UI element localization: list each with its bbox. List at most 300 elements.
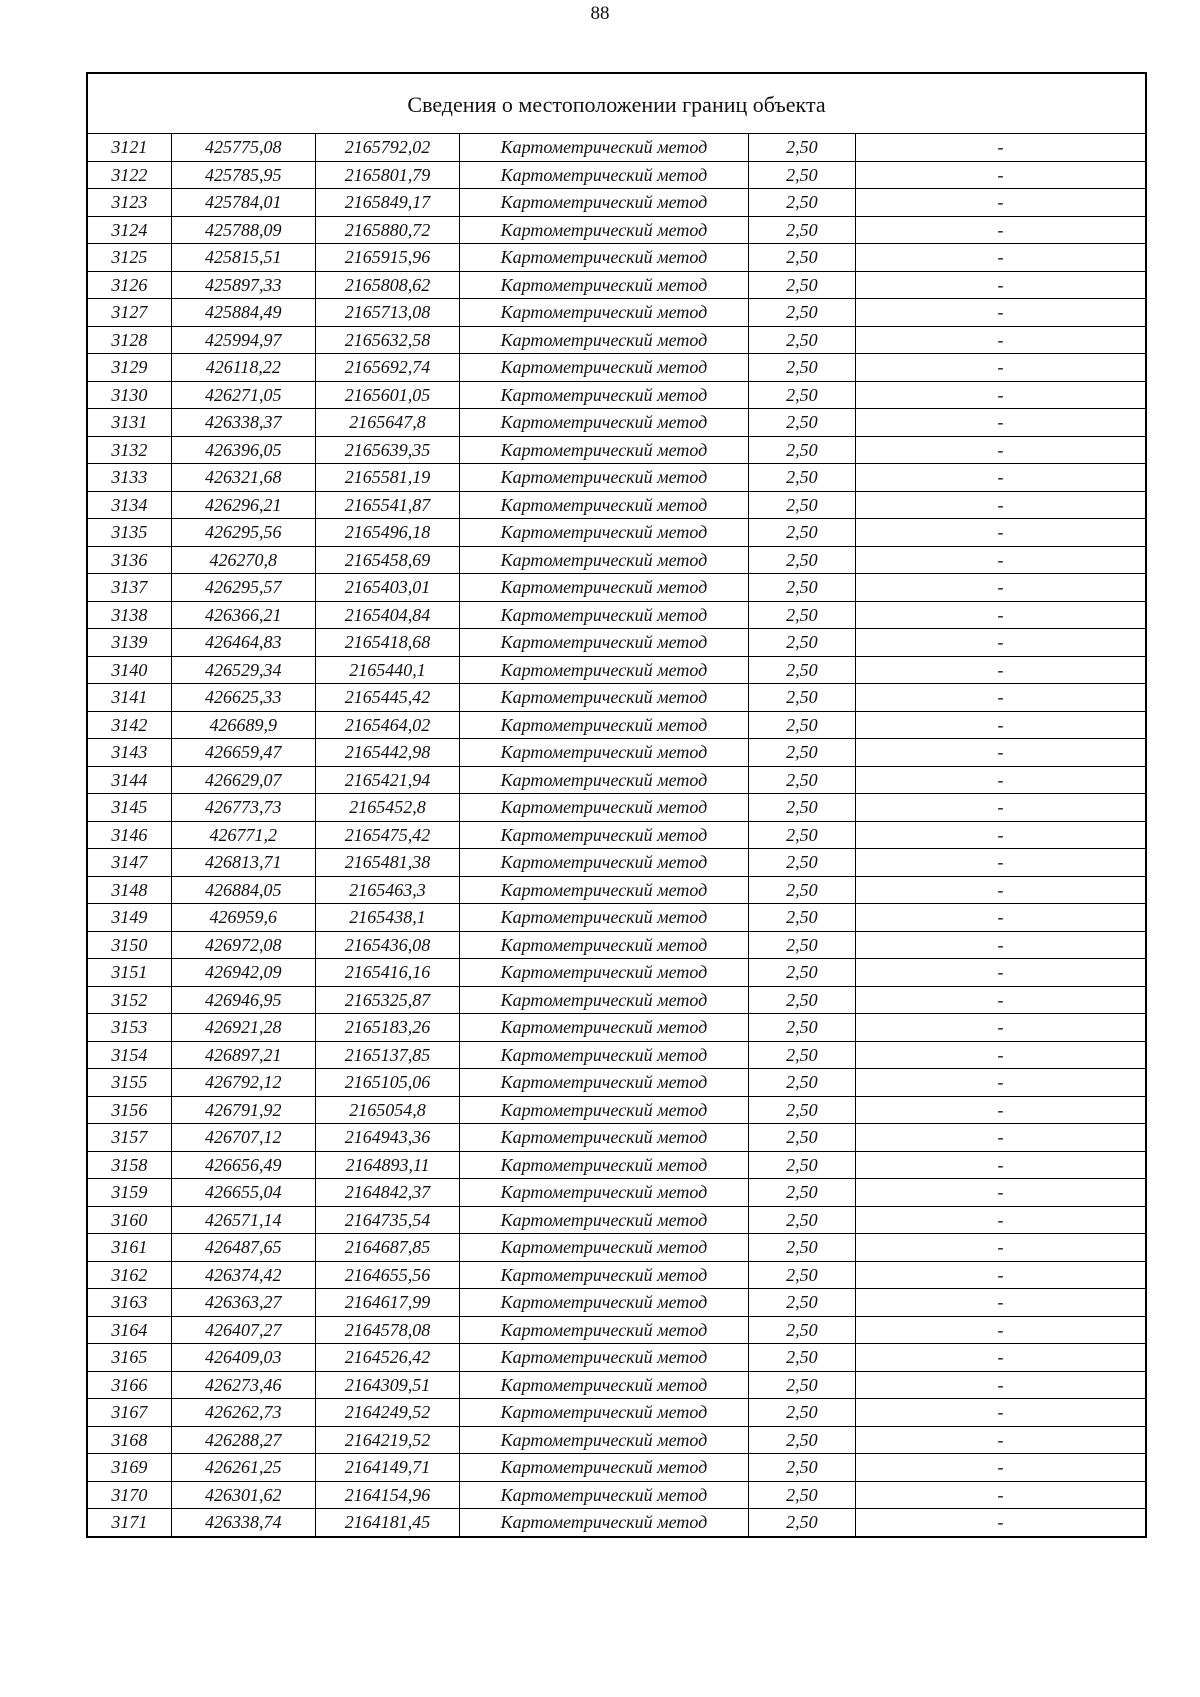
point-number-cell: 3127	[87, 299, 171, 327]
method-cell: Картометрический метод	[460, 1234, 749, 1262]
accuracy-cell: 2,50	[748, 1481, 855, 1509]
point-number-cell: 3168	[87, 1426, 171, 1454]
description-cell: -	[855, 1206, 1146, 1234]
point-number-cell: 3137	[87, 574, 171, 602]
point-number-cell: 3152	[87, 986, 171, 1014]
point-number-cell: 3141	[87, 684, 171, 712]
point-number-cell: 3157	[87, 1124, 171, 1152]
description-cell: -	[855, 1481, 1146, 1509]
x-coordinate-cell: 426321,68	[171, 464, 315, 492]
method-cell: Картометрический метод	[460, 409, 749, 437]
table-row	[87, 1289, 1146, 1317]
y-coordinate-cell: 2164249,52	[315, 1399, 459, 1427]
x-coordinate-cell: 425897,33	[171, 271, 315, 299]
method-cell: Картометрический метод	[460, 491, 749, 519]
point-number-cell: 3128	[87, 326, 171, 354]
table-row	[87, 876, 1146, 904]
x-coordinate-cell: 425785,95	[171, 161, 315, 189]
table-row	[87, 574, 1146, 602]
y-coordinate-cell: 2165404,84	[315, 601, 459, 629]
description-cell: -	[855, 1509, 1146, 1537]
y-coordinate-cell: 2165801,79	[315, 161, 459, 189]
description-cell: -	[855, 1124, 1146, 1152]
method-cell: Картометрический метод	[460, 134, 749, 162]
description-cell: -	[855, 821, 1146, 849]
y-coordinate-cell: 2164578,08	[315, 1316, 459, 1344]
point-number-cell: 3129	[87, 354, 171, 382]
accuracy-cell: 2,50	[748, 354, 855, 382]
accuracy-cell: 2,50	[748, 1399, 855, 1427]
description-cell: -	[855, 1454, 1146, 1482]
description-cell: -	[855, 904, 1146, 932]
accuracy-cell: 2,50	[748, 161, 855, 189]
accuracy-cell: 2,50	[748, 1206, 855, 1234]
method-cell: Картометрический метод	[460, 794, 749, 822]
x-coordinate-cell: 426288,27	[171, 1426, 315, 1454]
y-coordinate-cell: 2165849,17	[315, 189, 459, 217]
x-coordinate-cell: 425884,49	[171, 299, 315, 327]
y-coordinate-cell: 2165464,02	[315, 711, 459, 739]
x-coordinate-cell: 426625,33	[171, 684, 315, 712]
y-coordinate-cell: 2164181,45	[315, 1509, 459, 1537]
table-row	[87, 491, 1146, 519]
description-cell: -	[855, 134, 1146, 162]
y-coordinate-cell: 2164893,11	[315, 1151, 459, 1179]
description-cell: -	[855, 161, 1146, 189]
table-row	[87, 1371, 1146, 1399]
description-cell: -	[855, 216, 1146, 244]
table-row	[87, 1344, 1146, 1372]
accuracy-cell: 2,50	[748, 381, 855, 409]
x-coordinate-cell: 426464,83	[171, 629, 315, 657]
method-cell: Картометрический метод	[460, 1069, 749, 1097]
y-coordinate-cell: 2165452,8	[315, 794, 459, 822]
accuracy-cell: 2,50	[748, 1041, 855, 1069]
x-coordinate-cell: 425784,01	[171, 189, 315, 217]
x-coordinate-cell: 426271,05	[171, 381, 315, 409]
point-number-cell: 3160	[87, 1206, 171, 1234]
x-coordinate-cell: 426295,57	[171, 574, 315, 602]
description-cell: -	[855, 1096, 1146, 1124]
description-cell: -	[855, 354, 1146, 382]
method-cell: Картометрический метод	[460, 904, 749, 932]
method-cell: Картометрический метод	[460, 519, 749, 547]
x-coordinate-cell: 426792,12	[171, 1069, 315, 1097]
description-cell: -	[855, 1179, 1146, 1207]
accuracy-cell: 2,50	[748, 216, 855, 244]
y-coordinate-cell: 2164735,54	[315, 1206, 459, 1234]
description-cell: -	[855, 1289, 1146, 1317]
y-coordinate-cell: 2165421,94	[315, 766, 459, 794]
x-coordinate-cell: 426407,27	[171, 1316, 315, 1344]
description-cell: -	[855, 1426, 1146, 1454]
point-number-cell: 3151	[87, 959, 171, 987]
y-coordinate-cell: 2165475,42	[315, 821, 459, 849]
method-cell: Картометрический метод	[460, 244, 749, 272]
method-cell: Картометрический метод	[460, 464, 749, 492]
description-cell: -	[855, 601, 1146, 629]
accuracy-cell: 2,50	[748, 629, 855, 657]
y-coordinate-cell: 2165632,58	[315, 326, 459, 354]
description-cell: -	[855, 244, 1146, 272]
point-number-cell: 3134	[87, 491, 171, 519]
method-cell: Картометрический метод	[460, 326, 749, 354]
x-coordinate-cell: 426972,08	[171, 931, 315, 959]
accuracy-cell: 2,50	[748, 244, 855, 272]
x-coordinate-cell: 426409,03	[171, 1344, 315, 1372]
accuracy-cell: 2,50	[748, 876, 855, 904]
description-cell: -	[855, 684, 1146, 712]
table-row	[87, 656, 1146, 684]
description-cell: -	[855, 1069, 1146, 1097]
x-coordinate-cell: 425775,08	[171, 134, 315, 162]
y-coordinate-cell: 2165581,19	[315, 464, 459, 492]
y-coordinate-cell: 2164526,42	[315, 1344, 459, 1372]
table-row	[87, 161, 1146, 189]
table-row	[87, 546, 1146, 574]
table-row	[87, 1206, 1146, 1234]
table-row	[87, 381, 1146, 409]
method-cell: Картометрический метод	[460, 1261, 749, 1289]
method-cell: Картометрический метод	[460, 1481, 749, 1509]
x-coordinate-cell: 426689,9	[171, 711, 315, 739]
table-row	[87, 244, 1146, 272]
y-coordinate-cell: 2164219,52	[315, 1426, 459, 1454]
point-number-cell: 3171	[87, 1509, 171, 1537]
table-row	[87, 1124, 1146, 1152]
description-cell: -	[855, 409, 1146, 437]
point-number-cell: 3148	[87, 876, 171, 904]
table-row	[87, 739, 1146, 767]
point-number-cell: 3170	[87, 1481, 171, 1509]
y-coordinate-cell: 2165463,3	[315, 876, 459, 904]
accuracy-cell: 2,50	[748, 1316, 855, 1344]
table-row	[87, 1069, 1146, 1097]
accuracy-cell: 2,50	[748, 684, 855, 712]
y-coordinate-cell: 2165496,18	[315, 519, 459, 547]
x-coordinate-cell: 426656,49	[171, 1151, 315, 1179]
accuracy-cell: 2,50	[748, 904, 855, 932]
x-coordinate-cell: 426295,56	[171, 519, 315, 547]
method-cell: Картометрический метод	[460, 656, 749, 684]
point-number-cell: 3150	[87, 931, 171, 959]
table-row	[87, 1454, 1146, 1482]
y-coordinate-cell: 2165601,05	[315, 381, 459, 409]
table-row	[87, 1426, 1146, 1454]
x-coordinate-cell: 426707,12	[171, 1124, 315, 1152]
y-coordinate-cell: 2164655,56	[315, 1261, 459, 1289]
y-coordinate-cell: 2165692,74	[315, 354, 459, 382]
accuracy-cell: 2,50	[748, 1151, 855, 1179]
description-cell: -	[855, 1014, 1146, 1042]
point-number-cell: 3156	[87, 1096, 171, 1124]
point-number-cell: 3149	[87, 904, 171, 932]
y-coordinate-cell: 2165054,8	[315, 1096, 459, 1124]
y-coordinate-cell: 2165445,42	[315, 684, 459, 712]
accuracy-cell: 2,50	[748, 464, 855, 492]
method-cell: Картометрический метод	[460, 271, 749, 299]
accuracy-cell: 2,50	[748, 1371, 855, 1399]
accuracy-cell: 2,50	[748, 1234, 855, 1262]
method-cell: Картометрический метод	[460, 299, 749, 327]
description-cell: -	[855, 1371, 1146, 1399]
y-coordinate-cell: 2165647,8	[315, 409, 459, 437]
accuracy-cell: 2,50	[748, 1426, 855, 1454]
table-body	[87, 134, 1146, 1537]
method-cell: Картометрический метод	[460, 1454, 749, 1482]
accuracy-cell: 2,50	[748, 1454, 855, 1482]
method-cell: Картометрический метод	[460, 849, 749, 877]
x-coordinate-cell: 426897,21	[171, 1041, 315, 1069]
x-coordinate-cell: 425815,51	[171, 244, 315, 272]
point-number-cell: 3142	[87, 711, 171, 739]
method-cell: Картометрический метод	[460, 821, 749, 849]
table-row	[87, 1014, 1146, 1042]
y-coordinate-cell: 2164842,37	[315, 1179, 459, 1207]
accuracy-cell: 2,50	[748, 959, 855, 987]
table-row	[87, 601, 1146, 629]
point-number-cell: 3144	[87, 766, 171, 794]
description-cell: -	[855, 876, 1146, 904]
accuracy-cell: 2,50	[748, 1344, 855, 1372]
table-row	[87, 299, 1146, 327]
x-coordinate-cell: 426942,09	[171, 959, 315, 987]
description-cell: -	[855, 1261, 1146, 1289]
y-coordinate-cell: 2165880,72	[315, 216, 459, 244]
accuracy-cell: 2,50	[748, 711, 855, 739]
description-cell: -	[855, 629, 1146, 657]
x-coordinate-cell: 426296,21	[171, 491, 315, 519]
method-cell: Картометрический метод	[460, 546, 749, 574]
table-caption-row	[87, 73, 1146, 134]
table-row	[87, 189, 1146, 217]
accuracy-cell: 2,50	[748, 326, 855, 354]
x-coordinate-cell: 426655,04	[171, 1179, 315, 1207]
table-row	[87, 1261, 1146, 1289]
y-coordinate-cell: 2165403,01	[315, 574, 459, 602]
table-row	[87, 1151, 1146, 1179]
method-cell: Картометрический метод	[460, 1289, 749, 1317]
accuracy-cell: 2,50	[748, 299, 855, 327]
description-cell: -	[855, 574, 1146, 602]
accuracy-cell: 2,50	[748, 409, 855, 437]
y-coordinate-cell: 2165639,35	[315, 436, 459, 464]
table-row	[87, 821, 1146, 849]
table-row	[87, 271, 1146, 299]
description-cell: -	[855, 766, 1146, 794]
y-coordinate-cell: 2165440,1	[315, 656, 459, 684]
table-caption: Сведения о местоположении границ объекта	[87, 73, 1146, 134]
table-row	[87, 436, 1146, 464]
x-coordinate-cell: 426959,6	[171, 904, 315, 932]
point-number-cell: 3135	[87, 519, 171, 547]
x-coordinate-cell: 426270,8	[171, 546, 315, 574]
x-coordinate-cell: 426366,21	[171, 601, 315, 629]
y-coordinate-cell: 2164149,71	[315, 1454, 459, 1482]
point-number-cell: 3133	[87, 464, 171, 492]
table-row	[87, 519, 1146, 547]
x-coordinate-cell: 426374,42	[171, 1261, 315, 1289]
method-cell: Картометрический метод	[460, 574, 749, 602]
table-row	[87, 1179, 1146, 1207]
accuracy-cell: 2,50	[748, 931, 855, 959]
point-number-cell: 3154	[87, 1041, 171, 1069]
description-cell: -	[855, 271, 1146, 299]
method-cell: Картометрический метод	[460, 601, 749, 629]
point-number-cell: 3138	[87, 601, 171, 629]
description-cell: -	[855, 1316, 1146, 1344]
point-number-cell: 3125	[87, 244, 171, 272]
description-cell: -	[855, 794, 1146, 822]
y-coordinate-cell: 2165915,96	[315, 244, 459, 272]
x-coordinate-cell: 426946,95	[171, 986, 315, 1014]
y-coordinate-cell: 2165808,62	[315, 271, 459, 299]
x-coordinate-cell: 426659,47	[171, 739, 315, 767]
method-cell: Картометрический метод	[460, 1206, 749, 1234]
x-coordinate-cell: 426338,37	[171, 409, 315, 437]
description-cell: -	[855, 464, 1146, 492]
point-number-cell: 3126	[87, 271, 171, 299]
point-number-cell: 3169	[87, 1454, 171, 1482]
y-coordinate-cell: 2165438,1	[315, 904, 459, 932]
accuracy-cell: 2,50	[748, 134, 855, 162]
x-coordinate-cell: 426338,74	[171, 1509, 315, 1537]
method-cell: Картометрический метод	[460, 1344, 749, 1372]
accuracy-cell: 2,50	[748, 1261, 855, 1289]
x-coordinate-cell: 426273,46	[171, 1371, 315, 1399]
accuracy-cell: 2,50	[748, 574, 855, 602]
accuracy-cell: 2,50	[748, 1096, 855, 1124]
table-row	[87, 409, 1146, 437]
method-cell: Картометрический метод	[460, 1371, 749, 1399]
point-number-cell: 3164	[87, 1316, 171, 1344]
point-number-cell: 3159	[87, 1179, 171, 1207]
method-cell: Картометрический метод	[460, 381, 749, 409]
accuracy-cell: 2,50	[748, 1069, 855, 1097]
accuracy-cell: 2,50	[748, 1509, 855, 1537]
x-coordinate-cell: 426118,22	[171, 354, 315, 382]
y-coordinate-cell: 2165541,87	[315, 491, 459, 519]
table-row	[87, 1041, 1146, 1069]
x-coordinate-cell: 426884,05	[171, 876, 315, 904]
y-coordinate-cell: 2165418,68	[315, 629, 459, 657]
method-cell: Картометрический метод	[460, 1316, 749, 1344]
method-cell: Картометрический метод	[460, 1399, 749, 1427]
y-coordinate-cell: 2165458,69	[315, 546, 459, 574]
description-cell: -	[855, 189, 1146, 217]
table-row	[87, 931, 1146, 959]
description-cell: -	[855, 299, 1146, 327]
method-cell: Картометрический метод	[460, 354, 749, 382]
method-cell: Картометрический метод	[460, 161, 749, 189]
point-number-cell: 3161	[87, 1234, 171, 1262]
point-number-cell: 3167	[87, 1399, 171, 1427]
method-cell: Картометрический метод	[460, 931, 749, 959]
point-number-cell: 3146	[87, 821, 171, 849]
method-cell: Картометрический метод	[460, 629, 749, 657]
method-cell: Картометрический метод	[460, 1041, 749, 1069]
x-coordinate-cell: 426487,65	[171, 1234, 315, 1262]
description-cell: -	[855, 711, 1146, 739]
y-coordinate-cell: 2164309,51	[315, 1371, 459, 1399]
y-coordinate-cell: 2165183,26	[315, 1014, 459, 1042]
description-cell: -	[855, 959, 1146, 987]
method-cell: Картометрический метод	[460, 684, 749, 712]
method-cell: Картометрический метод	[460, 1426, 749, 1454]
point-number-cell: 3166	[87, 1371, 171, 1399]
boundary-coordinates-table	[86, 72, 1147, 1538]
table-row	[87, 629, 1146, 657]
y-coordinate-cell: 2164617,99	[315, 1289, 459, 1317]
table-row	[87, 794, 1146, 822]
x-coordinate-cell: 426921,28	[171, 1014, 315, 1042]
x-coordinate-cell: 426791,92	[171, 1096, 315, 1124]
x-coordinate-cell: 426396,05	[171, 436, 315, 464]
method-cell: Картометрический метод	[460, 959, 749, 987]
y-coordinate-cell: 2164154,96	[315, 1481, 459, 1509]
table-row	[87, 1481, 1146, 1509]
table-row	[87, 904, 1146, 932]
description-cell: -	[855, 656, 1146, 684]
method-cell: Картометрический метод	[460, 1096, 749, 1124]
description-cell: -	[855, 1151, 1146, 1179]
y-coordinate-cell: 2165713,08	[315, 299, 459, 327]
x-coordinate-cell: 426262,73	[171, 1399, 315, 1427]
table-row	[87, 134, 1146, 162]
x-coordinate-cell: 426363,27	[171, 1289, 315, 1317]
point-number-cell: 3123	[87, 189, 171, 217]
y-coordinate-cell: 2165137,85	[315, 1041, 459, 1069]
point-number-cell: 3145	[87, 794, 171, 822]
point-number-cell: 3136	[87, 546, 171, 574]
point-number-cell: 3139	[87, 629, 171, 657]
x-coordinate-cell: 425788,09	[171, 216, 315, 244]
accuracy-cell: 2,50	[748, 739, 855, 767]
accuracy-cell: 2,50	[748, 189, 855, 217]
table-row	[87, 1399, 1146, 1427]
method-cell: Картометрический метод	[460, 189, 749, 217]
method-cell: Картометрический метод	[460, 1509, 749, 1537]
table-row	[87, 326, 1146, 354]
x-coordinate-cell: 426773,73	[171, 794, 315, 822]
description-cell: -	[855, 326, 1146, 354]
y-coordinate-cell: 2165442,98	[315, 739, 459, 767]
method-cell: Картометрический метод	[460, 436, 749, 464]
description-cell: -	[855, 491, 1146, 519]
point-number-cell: 3162	[87, 1261, 171, 1289]
x-coordinate-cell: 426529,34	[171, 656, 315, 684]
accuracy-cell: 2,50	[748, 794, 855, 822]
table-row	[87, 959, 1146, 987]
method-cell: Картометрический метод	[460, 766, 749, 794]
description-cell: -	[855, 739, 1146, 767]
x-coordinate-cell: 426261,25	[171, 1454, 315, 1482]
description-cell: -	[855, 381, 1146, 409]
accuracy-cell: 2,50	[748, 1289, 855, 1317]
point-number-cell: 3155	[87, 1069, 171, 1097]
accuracy-cell: 2,50	[748, 491, 855, 519]
table-row	[87, 1234, 1146, 1262]
accuracy-cell: 2,50	[748, 849, 855, 877]
page-number: 88	[590, 3, 610, 24]
accuracy-cell: 2,50	[748, 519, 855, 547]
description-cell: -	[855, 1041, 1146, 1069]
description-cell: -	[855, 849, 1146, 877]
table-row	[87, 711, 1146, 739]
point-number-cell: 3158	[87, 1151, 171, 1179]
y-coordinate-cell: 2165436,08	[315, 931, 459, 959]
accuracy-cell: 2,50	[748, 601, 855, 629]
